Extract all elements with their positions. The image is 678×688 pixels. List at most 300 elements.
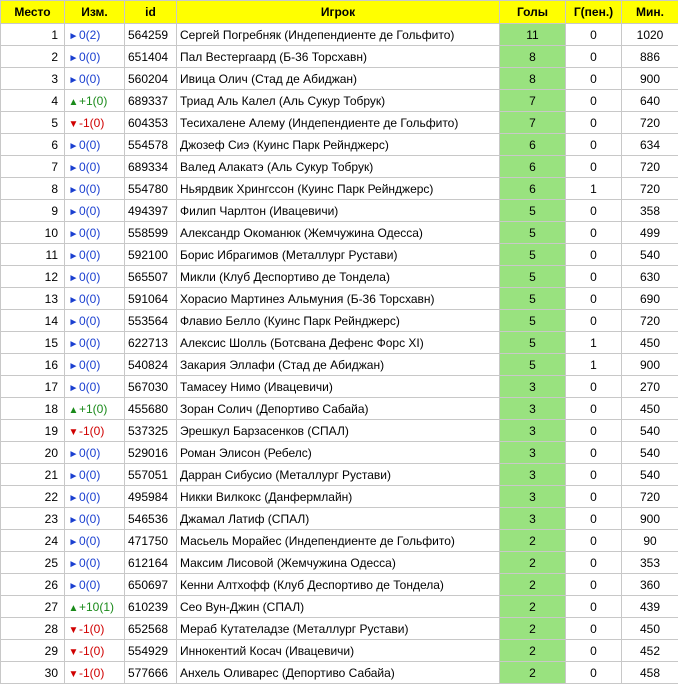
- goals-cell: 5: [500, 266, 566, 288]
- position-cell: 7: [1, 156, 65, 178]
- penalty-goals-cell: 0: [566, 662, 622, 684]
- penalty-goals-cell: 0: [566, 90, 622, 112]
- change-cell: [65, 376, 125, 398]
- arrow-right-icon: ►: [68, 338, 79, 350]
- change-value: 0(0): [79, 159, 101, 174]
- player-link[interactable]: Дарран Сибусио (Металлург Рустави): [177, 464, 500, 486]
- arrow-right-icon: ►: [68, 316, 79, 328]
- penalty-goals-cell: 0: [566, 442, 622, 464]
- table-row: [1, 222, 678, 244]
- table-row: [1, 112, 678, 134]
- player-link[interactable]: Кенни Алтхофф (Клуб Деспортиво де Тондела): [177, 574, 500, 596]
- change-value: +1(0): [79, 93, 108, 108]
- minutes-cell: 720: [622, 156, 678, 178]
- arrow-right-icon: ►: [68, 558, 79, 570]
- change-value: 0(0): [79, 225, 101, 240]
- goals-cell: 5: [500, 288, 566, 310]
- minutes-cell: 90: [622, 530, 678, 552]
- goals-cell: 3: [500, 486, 566, 508]
- table-row: [1, 530, 678, 552]
- position-cell: 30: [1, 662, 65, 684]
- id-cell: 567030: [125, 376, 177, 398]
- change-value: 0(0): [79, 181, 101, 196]
- player-link[interactable]: Мераб Кутателадзе (Металлург Рустави): [177, 618, 500, 640]
- position-cell: 2: [1, 46, 65, 68]
- player-link[interactable]: Борис Ибрагимов (Металлург Рустави): [177, 244, 500, 266]
- table-row: [1, 640, 678, 662]
- position-cell: 15: [1, 332, 65, 354]
- position-cell: 18: [1, 398, 65, 420]
- goals-cell: 3: [500, 376, 566, 398]
- player-link[interactable]: Эрешкул Барзасенков (СПАЛ): [177, 420, 500, 442]
- table-row: [1, 266, 678, 288]
- player-link[interactable]: Сергей Погребняк (Индепендиенте де Гольфито): [177, 24, 500, 46]
- minutes-cell: 540: [622, 420, 678, 442]
- penalty-goals-cell: 0: [566, 574, 622, 596]
- table-row: [1, 156, 678, 178]
- position-cell: 28: [1, 618, 65, 640]
- player-link[interactable]: Алексис Шолль (Ботсвана Дефенс Форс XI): [177, 332, 500, 354]
- penalty-goals-cell: 0: [566, 156, 622, 178]
- arrow-right-icon: ►: [68, 580, 79, 592]
- position-cell: 29: [1, 640, 65, 662]
- penalty-goals-cell: 0: [566, 112, 622, 134]
- id-cell: 612164: [125, 552, 177, 574]
- goals-cell: 7: [500, 90, 566, 112]
- id-cell: 540824: [125, 354, 177, 376]
- player-link[interactable]: Закария Эллафи (Стад де Абиджан): [177, 354, 500, 376]
- penalty-goals-cell: 1: [566, 178, 622, 200]
- id-cell: 565507: [125, 266, 177, 288]
- header-id[interactable]: id: [125, 1, 177, 24]
- minutes-cell: 720: [622, 178, 678, 200]
- id-cell: 529016: [125, 442, 177, 464]
- minutes-cell: 270: [622, 376, 678, 398]
- position-cell: 14: [1, 310, 65, 332]
- goals-cell: 5: [500, 200, 566, 222]
- id-cell: 554780: [125, 178, 177, 200]
- penalty-goals-cell: 0: [566, 310, 622, 332]
- minutes-cell: 690: [622, 288, 678, 310]
- minutes-cell: 634: [622, 134, 678, 156]
- arrow-up-icon: ▲: [68, 96, 79, 108]
- position-cell: 11: [1, 244, 65, 266]
- change-cell: [65, 156, 125, 178]
- position-cell: 5: [1, 112, 65, 134]
- minutes-cell: 900: [622, 68, 678, 90]
- change-value: 0(0): [79, 203, 101, 218]
- change-cell: [65, 398, 125, 420]
- change-cell: [65, 464, 125, 486]
- arrow-right-icon: ►: [68, 514, 79, 526]
- change-cell: [65, 90, 125, 112]
- goals-cell: 11: [500, 24, 566, 46]
- change-value: +10(1): [79, 599, 115, 614]
- arrow-right-icon: ►: [68, 30, 79, 42]
- minutes-cell: 540: [622, 464, 678, 486]
- goals-cell: 2: [500, 530, 566, 552]
- change-value: -1(0): [79, 643, 105, 658]
- position-cell: 27: [1, 596, 65, 618]
- arrow-right-icon: ►: [68, 272, 79, 284]
- position-cell: 20: [1, 442, 65, 464]
- change-cell: [65, 552, 125, 574]
- id-cell: 592100: [125, 244, 177, 266]
- minutes-cell: 499: [622, 222, 678, 244]
- change-cell: [65, 244, 125, 266]
- arrow-down-icon: ▼: [68, 646, 79, 658]
- change-value: 0(0): [79, 379, 101, 394]
- goals-cell: 2: [500, 596, 566, 618]
- player-link[interactable]: Ньярдвик Хрингссон (Куинс Парк Рейнджерс): [177, 178, 500, 200]
- arrow-down-icon: ▼: [68, 624, 79, 636]
- id-cell: 546536: [125, 508, 177, 530]
- id-cell: 622713: [125, 332, 177, 354]
- arrow-right-icon: ►: [68, 470, 79, 482]
- table-row: [1, 310, 678, 332]
- penalty-goals-cell: 0: [566, 398, 622, 420]
- player-link[interactable]: Александр Окоманюк (Жемчужина Одесса): [177, 222, 500, 244]
- goals-cell: 6: [500, 156, 566, 178]
- id-cell: 494397: [125, 200, 177, 222]
- arrow-right-icon: ►: [68, 228, 79, 240]
- change-cell: [65, 640, 125, 662]
- table-row: [1, 200, 678, 222]
- position-cell: 4: [1, 90, 65, 112]
- goals-cell: 2: [500, 574, 566, 596]
- penalty-goals-cell: 0: [566, 24, 622, 46]
- arrow-down-icon: ▼: [68, 668, 79, 680]
- change-value: 0(0): [79, 445, 101, 460]
- penalty-goals-cell: 0: [566, 288, 622, 310]
- change-cell: [65, 530, 125, 552]
- table-row: [1, 398, 678, 420]
- id-cell: 554929: [125, 640, 177, 662]
- goals-cell: 3: [500, 464, 566, 486]
- table-row: [1, 46, 678, 68]
- change-value: 0(0): [79, 489, 101, 504]
- arrow-right-icon: ►: [68, 184, 79, 196]
- minutes-cell: 886: [622, 46, 678, 68]
- position-cell: 17: [1, 376, 65, 398]
- table-row: [1, 574, 678, 596]
- minutes-cell: 540: [622, 244, 678, 266]
- change-value: -1(0): [79, 621, 105, 636]
- table-row: [1, 662, 678, 684]
- change-cell: [65, 354, 125, 376]
- player-link[interactable]: Зоран Солич (Депортиво Сабайа): [177, 398, 500, 420]
- change-value: 0(0): [79, 533, 101, 548]
- player-link[interactable]: Тесихалене Алему (Индепендиенте де Гольфито): [177, 112, 500, 134]
- table-row: [1, 134, 678, 156]
- goals-cell: 2: [500, 618, 566, 640]
- player-link[interactable]: Роман Элисон (Ребелс): [177, 442, 500, 464]
- position-cell: 8: [1, 178, 65, 200]
- minutes-cell: 900: [622, 508, 678, 530]
- change-cell: [65, 178, 125, 200]
- change-cell: [65, 618, 125, 640]
- arrow-right-icon: ►: [68, 162, 79, 174]
- table-row: [1, 596, 678, 618]
- change-value: 0(0): [79, 269, 101, 284]
- arrow-right-icon: ►: [68, 206, 79, 218]
- minutes-cell: 720: [622, 310, 678, 332]
- penalty-goals-cell: 0: [566, 376, 622, 398]
- minutes-cell: 458: [622, 662, 678, 684]
- arrow-right-icon: ►: [68, 492, 79, 504]
- change-cell: [65, 508, 125, 530]
- penalty-goals-cell: 0: [566, 222, 622, 244]
- id-cell: 564259: [125, 24, 177, 46]
- change-value: 0(0): [79, 49, 101, 64]
- player-link[interactable]: Джамал Латиф (СПАЛ): [177, 508, 500, 530]
- penalty-goals-cell: 1: [566, 332, 622, 354]
- penalty-goals-cell: 0: [566, 464, 622, 486]
- position-cell: 21: [1, 464, 65, 486]
- player-link[interactable]: Анхель Оливарес (Депортиво Сабайа): [177, 662, 500, 684]
- minutes-cell: 450: [622, 618, 678, 640]
- goals-cell: 3: [500, 420, 566, 442]
- player-link[interactable]: Валед Алакатэ (Аль Сукур Тобрук): [177, 156, 500, 178]
- player-link[interactable]: Микли (Клуб Деспортиво де Тондела): [177, 266, 500, 288]
- table-row: [1, 354, 678, 376]
- player-link[interactable]: Ивица Олич (Стад де Абиджан): [177, 68, 500, 90]
- id-cell: 689337: [125, 90, 177, 112]
- minutes-cell: 640: [622, 90, 678, 112]
- penalty-goals-cell: 0: [566, 244, 622, 266]
- minutes-cell: 720: [622, 112, 678, 134]
- table-row: [1, 68, 678, 90]
- penalty-goals-cell: 0: [566, 46, 622, 68]
- table-row: [1, 464, 678, 486]
- id-cell: 652568: [125, 618, 177, 640]
- id-cell: 557051: [125, 464, 177, 486]
- table-row: [1, 552, 678, 574]
- id-cell: 610239: [125, 596, 177, 618]
- goals-cell: 3: [500, 508, 566, 530]
- player-link[interactable]: Хорасио Мартинез Альмуния (Б-36 Торсхавн): [177, 288, 500, 310]
- player-link[interactable]: Джозеф Сиэ (Куинс Парк Рейнджерс): [177, 134, 500, 156]
- position-cell: 12: [1, 266, 65, 288]
- goals-cell: 2: [500, 640, 566, 662]
- minutes-cell: 358: [622, 200, 678, 222]
- player-link[interactable]: Сео Вун-Джин (СПАЛ): [177, 596, 500, 618]
- player-link[interactable]: Пал Вестергаард (Б-36 Торсхавн): [177, 46, 500, 68]
- id-cell: 553564: [125, 310, 177, 332]
- arrow-right-icon: ►: [68, 536, 79, 548]
- change-value: 0(0): [79, 137, 101, 152]
- arrow-right-icon: ►: [68, 448, 79, 460]
- header-goals[interactable]: Голы: [500, 1, 566, 24]
- id-cell: 554578: [125, 134, 177, 156]
- minutes-cell: 630: [622, 266, 678, 288]
- position-cell: 19: [1, 420, 65, 442]
- id-cell: 471750: [125, 530, 177, 552]
- player-link[interactable]: Иннокентий Косач (Ивацевичи): [177, 640, 500, 662]
- change-cell: [65, 486, 125, 508]
- change-cell: [65, 46, 125, 68]
- player-link[interactable]: Флавио Белло (Куинс Парк Рейнджерс): [177, 310, 500, 332]
- goals-cell: 8: [500, 46, 566, 68]
- table-body: [1, 24, 678, 684]
- change-value: 0(0): [79, 467, 101, 482]
- minutes-cell: 900: [622, 354, 678, 376]
- position-cell: 26: [1, 574, 65, 596]
- id-cell: 591064: [125, 288, 177, 310]
- position-cell: 1: [1, 24, 65, 46]
- arrow-right-icon: ►: [68, 294, 79, 306]
- change-value: 0(0): [79, 335, 101, 350]
- table-row: [1, 486, 678, 508]
- position-cell: 10: [1, 222, 65, 244]
- table-row: [1, 332, 678, 354]
- goals-cell: 5: [500, 310, 566, 332]
- position-cell: 24: [1, 530, 65, 552]
- change-cell: [65, 574, 125, 596]
- change-cell: [65, 288, 125, 310]
- table-row: [1, 442, 678, 464]
- header-change[interactable]: Изм.: [65, 1, 125, 24]
- penalty-goals-cell: 0: [566, 552, 622, 574]
- minutes-cell: 1020: [622, 24, 678, 46]
- minutes-cell: 450: [622, 398, 678, 420]
- table-row: [1, 178, 678, 200]
- change-value: -1(0): [79, 665, 105, 680]
- goals-cell: 3: [500, 442, 566, 464]
- penalty-goals-cell: 0: [566, 134, 622, 156]
- table-row: [1, 376, 678, 398]
- position-cell: 13: [1, 288, 65, 310]
- id-cell: 604353: [125, 112, 177, 134]
- penalty-goals-cell: 0: [566, 508, 622, 530]
- table-row: [1, 90, 678, 112]
- change-value: +1(0): [79, 401, 108, 416]
- minutes-cell: 450: [622, 332, 678, 354]
- arrow-right-icon: ►: [68, 382, 79, 394]
- change-cell: [65, 68, 125, 90]
- change-value: 0(0): [79, 357, 101, 372]
- minutes-cell: 439: [622, 596, 678, 618]
- change-value: 0(0): [79, 555, 101, 570]
- change-cell: [65, 112, 125, 134]
- goals-cell: 6: [500, 178, 566, 200]
- id-cell: 455680: [125, 398, 177, 420]
- change-value: -1(0): [79, 115, 105, 130]
- change-cell: [65, 420, 125, 442]
- player-link[interactable]: Никки Вилкокс (Данфермлайн): [177, 486, 500, 508]
- id-cell: 577666: [125, 662, 177, 684]
- id-cell: 689334: [125, 156, 177, 178]
- player-link[interactable]: Триад Аль Калел (Аль Сукур Тобрук): [177, 90, 500, 112]
- change-cell: [65, 332, 125, 354]
- penalty-goals-cell: 0: [566, 618, 622, 640]
- change-cell: [65, 310, 125, 332]
- player-link[interactable]: Тамасеу Нимо (Ивацевичи): [177, 376, 500, 398]
- goals-cell: 2: [500, 552, 566, 574]
- change-cell: [65, 24, 125, 46]
- position-cell: 25: [1, 552, 65, 574]
- goals-cell: 8: [500, 68, 566, 90]
- change-value: 0(0): [79, 511, 101, 526]
- table-row: [1, 24, 678, 46]
- change-cell: [65, 134, 125, 156]
- change-cell: [65, 222, 125, 244]
- penalty-goals-cell: 1: [566, 354, 622, 376]
- minutes-cell: 720: [622, 486, 678, 508]
- player-link[interactable]: Масьель Морайес (Индепендиенте де Гольфито): [177, 530, 500, 552]
- arrow-right-icon: ►: [68, 140, 79, 152]
- penalty-goals-cell: 0: [566, 596, 622, 618]
- header-player[interactable]: Игрок: [177, 1, 500, 24]
- change-value: 0(0): [79, 291, 101, 306]
- position-cell: 23: [1, 508, 65, 530]
- table-row: [1, 508, 678, 530]
- change-value: 0(0): [79, 577, 101, 592]
- change-value: 0(2): [79, 27, 101, 42]
- penalty-goals-cell: 0: [566, 640, 622, 662]
- goals-cell: 5: [500, 222, 566, 244]
- penalty-goals-cell: 0: [566, 200, 622, 222]
- penalty-goals-cell: 0: [566, 530, 622, 552]
- arrow-right-icon: ►: [68, 360, 79, 372]
- id-cell: 560204: [125, 68, 177, 90]
- id-cell: 495984: [125, 486, 177, 508]
- id-cell: 650697: [125, 574, 177, 596]
- arrow-down-icon: ▼: [68, 426, 79, 438]
- arrow-right-icon: ►: [68, 52, 79, 64]
- header-minutes[interactable]: Мин.: [622, 1, 678, 24]
- header-row: [1, 1, 678, 24]
- penalty-goals-cell: 0: [566, 486, 622, 508]
- table-row: [1, 244, 678, 266]
- change-cell: [65, 596, 125, 618]
- arrow-down-icon: ▼: [68, 118, 79, 130]
- header-position[interactable]: Место: [1, 1, 65, 24]
- goals-cell: 5: [500, 244, 566, 266]
- id-cell: 651404: [125, 46, 177, 68]
- goals-cell: 7: [500, 112, 566, 134]
- goals-cell: 5: [500, 354, 566, 376]
- change-value: -1(0): [79, 423, 105, 438]
- goals-cell: 5: [500, 332, 566, 354]
- position-cell: 6: [1, 134, 65, 156]
- id-cell: 537325: [125, 420, 177, 442]
- arrow-up-icon: ▲: [68, 602, 79, 614]
- arrow-right-icon: ►: [68, 74, 79, 86]
- table-row: [1, 420, 678, 442]
- penalty-goals-cell: 0: [566, 266, 622, 288]
- penalty-goals-cell: 0: [566, 420, 622, 442]
- arrow-right-icon: ►: [68, 250, 79, 262]
- minutes-cell: 360: [622, 574, 678, 596]
- position-cell: 16: [1, 354, 65, 376]
- header-penalty-goals[interactable]: Г(пен.): [566, 1, 622, 24]
- penalty-goals-cell: 0: [566, 68, 622, 90]
- goals-cell: 2: [500, 662, 566, 684]
- player-link[interactable]: Максим Лисовой (Жемчужина Одесса): [177, 552, 500, 574]
- minutes-cell: 540: [622, 442, 678, 464]
- goals-cell: 3: [500, 398, 566, 420]
- goals-cell: 6: [500, 134, 566, 156]
- change-cell: [65, 266, 125, 288]
- table-row: [1, 288, 678, 310]
- change-cell: [65, 662, 125, 684]
- position-cell: 9: [1, 200, 65, 222]
- arrow-up-icon: ▲: [68, 404, 79, 416]
- position-cell: 22: [1, 486, 65, 508]
- player-link[interactable]: Филип Чарлтон (Ивацевичи): [177, 200, 500, 222]
- change-value: 0(0): [79, 71, 101, 86]
